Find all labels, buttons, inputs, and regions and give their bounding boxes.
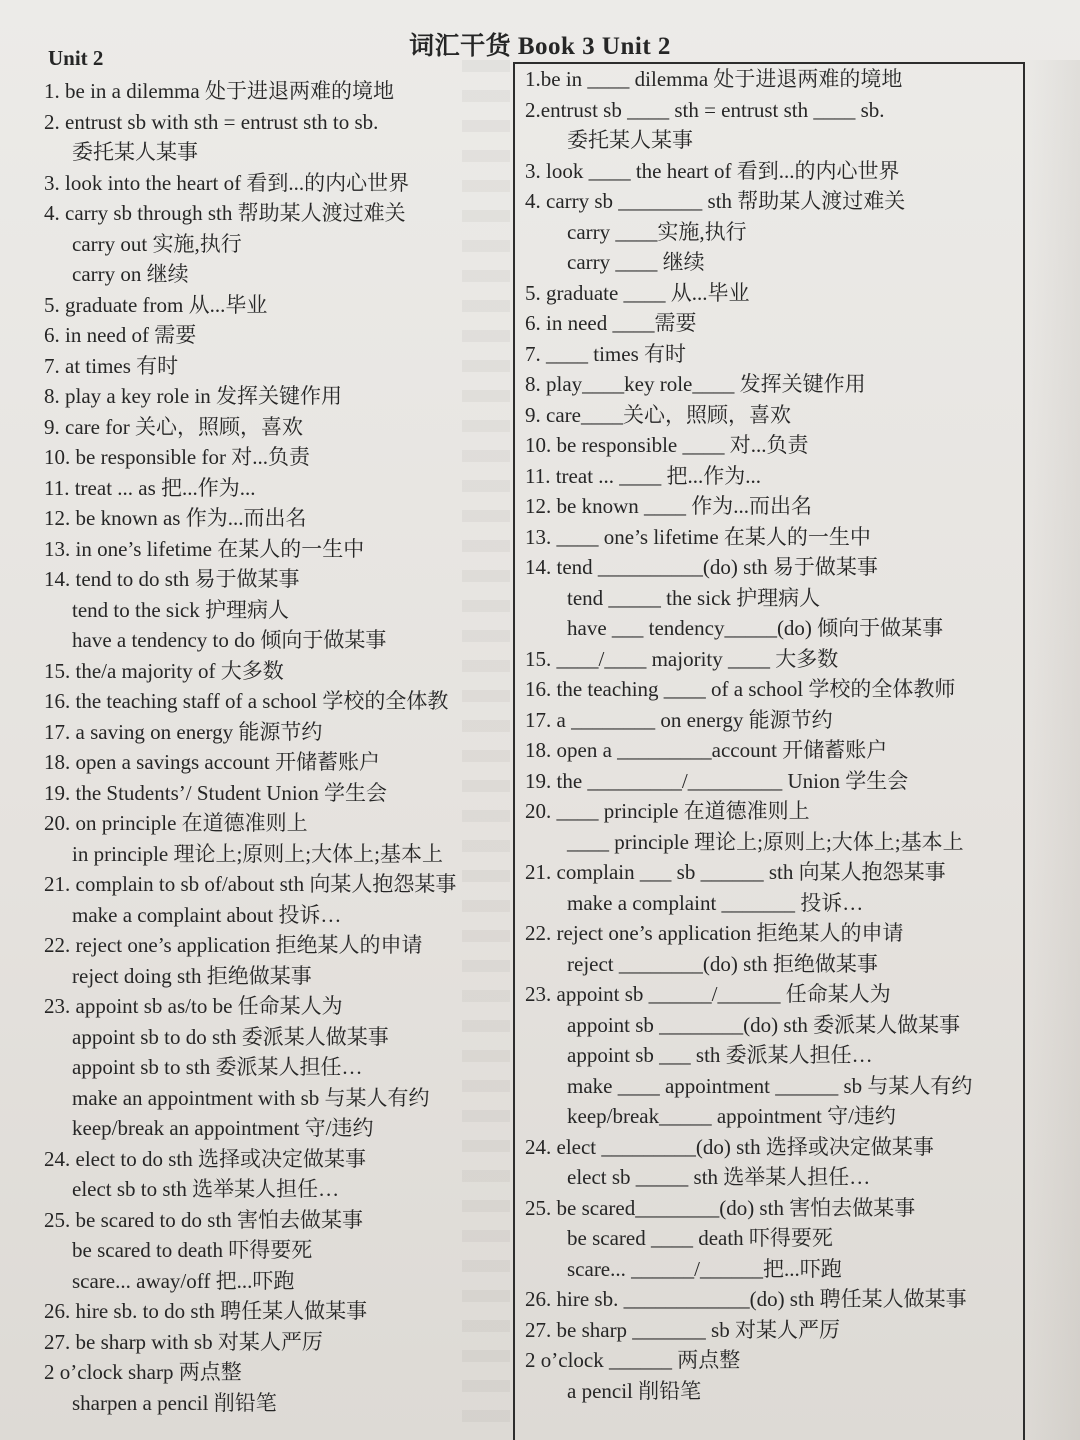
fill-in-entry: 16. the teaching ____ of a school 学校的全体教师 xyxy=(525,677,956,701)
vocab-entry: 委托某人某事 xyxy=(72,140,198,164)
fill-in-entry: reject ________(do) sth 拒绝做某事 xyxy=(567,951,878,976)
vocab-entry: make a complaint about 投诉… xyxy=(72,902,342,927)
vocab-entry: 27. be sharp with sb 对某人严厉 xyxy=(44,1329,323,1354)
vocab-entry: have a tendency to do 倾向于做某事 xyxy=(72,628,387,652)
vocab-entry: 11. treat ... as 把...作为... xyxy=(44,475,256,500)
fill-in-entry: 13. ____ one’s lifetime 在某人的一生中 xyxy=(525,524,871,549)
vocab-entry: sharpen a pencil 削铅笔 xyxy=(72,1390,277,1415)
vocab-entry: 15. the/a majority of 大多数 xyxy=(44,658,284,683)
fill-in-entry: 15. ____/____ majority ____ 大多数 xyxy=(525,646,839,671)
vocab-entry: 3. look into the heart of 看到...的内心世界 xyxy=(44,170,410,195)
unit-heading: Unit 2 xyxy=(48,46,104,70)
vocab-entry: 23. appoint sb as/to be 任命某人为 xyxy=(44,994,343,1018)
vocab-entry: 24. elect to do sth 选择或决定做某事 xyxy=(44,1146,366,1171)
vocab-entry: 18. open a savings account 开储蓄账户 xyxy=(44,750,380,774)
page-title: 词汇干货 Book 3 Unit 2 xyxy=(409,33,671,60)
fill-in-entry: 27. be sharp _______ sb 对某人严厉 xyxy=(525,1317,840,1342)
fill-in-entry: scare... ______/______把...吓跑 xyxy=(567,1256,842,1281)
fill-in-entry: make ____ appointment ______ sb 与某人有约 xyxy=(567,1073,973,1098)
fill-in-entry: 委托某人某事 xyxy=(567,128,693,152)
vocab-entry: 10. be responsible for 对...负责 xyxy=(44,445,310,469)
vocab-entry: 12. be known as 作为...而出名 xyxy=(44,506,307,530)
vocab-entry: keep/break an appointment 守/违约 xyxy=(72,1116,374,1140)
vocab-entry: tend to the sick 护理病人 xyxy=(72,597,289,622)
fill-in-entry: appoint sb ________(do) sth 委派某人做某事 xyxy=(567,1012,961,1037)
vocab-entry: 9. care for 关心，照顾，喜欢 xyxy=(44,414,303,439)
fill-in-entry: 6. in need ____需要 xyxy=(525,311,697,335)
fill-in-entry: 1.be in ____ dilemma 处于进退两难的境地 xyxy=(525,67,903,91)
fill-in-entry: 3. look ____ the heart of 看到...的内心世界 xyxy=(525,158,900,183)
fill-in-entry: 18. open a _________account 开储蓄账户 xyxy=(525,738,888,762)
fill-in-entry: elect sb _____ sth 选举某人担任… xyxy=(567,1165,871,1189)
vocab-entry: appoint sb to sth 委派某人担任… xyxy=(72,1055,363,1079)
fill-in-entry: ____ principle 理论上;原则上;大体上;基本上 xyxy=(567,829,964,854)
fill-in-entry: tend _____ the sick 护理病人 xyxy=(567,585,821,610)
fill-in-entry: 26. hire sb. ____________(do) sth 聘任某人做某事 xyxy=(525,1287,967,1311)
fill-in-entry: appoint sb ___ sth 委派某人担任… xyxy=(567,1043,873,1067)
fill-in-entry: 2 o’clock ______ 两点整 xyxy=(525,1348,741,1372)
fill-in-entry: 8. play____key role____ 发挥关键作用 xyxy=(525,372,866,396)
fill-in-entry: 21. complain ___ sb ______ sth 向某人抱怨某事 xyxy=(525,860,946,884)
answer-column xyxy=(0,76,512,1418)
vocab-entry: 19. the Students’/ Student Union 学生会 xyxy=(44,780,387,805)
vocab-entry: 21. complain to sb of/about sth 向某人抱怨某事 xyxy=(44,872,457,896)
fill-in-entry: 14. tend __________(do) sth 易于做某事 xyxy=(525,555,878,579)
vocab-entry: carry out 实施,执行 xyxy=(72,231,242,256)
page-edge-shadow xyxy=(1022,60,1080,1440)
vocab-entry: 2 o’clock sharp 两点整 xyxy=(44,1360,242,1384)
vocab-entry: 20. on principle 在道德准则上 xyxy=(44,811,308,835)
fill-in-entry: carry ____ 继续 xyxy=(567,250,705,274)
fill-in-entry: 22. reject one’s application 拒绝某人的申请 xyxy=(525,921,904,945)
vocab-entry: 5. graduate from 从...毕业 xyxy=(44,292,268,317)
fill-in-entry: 4. carry sb ________ sth 帮助某人渡过难关 xyxy=(525,189,906,213)
vocab-entry: 1. be in a dilemma 处于进退两难的境地 xyxy=(44,79,394,103)
vocab-entry: 7. at times 有时 xyxy=(44,353,179,378)
fill-in-entry: 5. graduate ____ 从...毕业 xyxy=(525,280,750,305)
fill-in-entry: 11. treat ... ____ 把...作为... xyxy=(525,463,762,488)
vocab-entry: 8. play a key role in 发挥关键作用 xyxy=(44,384,343,408)
fill-in-entry: 9. care____关心，照顾，喜欢 xyxy=(525,402,791,427)
vocab-entry: 16. the teaching staff of a school 学校的全体教 xyxy=(44,689,449,713)
vocab-entry: 22. reject one’s application 拒绝某人的申请 xyxy=(44,933,423,957)
vocab-entry: scare... away/off 把...吓跑 xyxy=(72,1268,295,1293)
vocab-entry: carry on 继续 xyxy=(72,262,189,286)
fill-in-entry: 20. ____ principle 在道德准则上 xyxy=(525,799,810,823)
fill-in-entry: have ___ tendency_____(do) 倾向于做某事 xyxy=(567,616,944,640)
fill-in-entry: carry ____实施,执行 xyxy=(567,219,747,244)
fill-in-entry: 7. ____ times 有时 xyxy=(525,341,686,366)
vocab-entry: be scared to death 吓得要死 xyxy=(72,1238,313,1262)
vocab-entry: 4. carry sb through sth 帮助某人渡过难关 xyxy=(44,201,406,225)
vocab-entry: in principle 理论上;原则上;大体上;基本上 xyxy=(72,841,443,866)
vocab-entry: 2. entrust sb with sth = entrust sth to sb. xyxy=(44,109,379,134)
vocab-entry: 14. tend to do sth 易于做某事 xyxy=(44,567,300,591)
fill-in-column xyxy=(513,62,1025,1440)
vocab-entry: make an appointment with sb 与某人有约 xyxy=(72,1085,430,1110)
vocab-entry: 25. be scared to do sth 害怕去做某事 xyxy=(44,1207,364,1232)
vocab-entry: 6. in need of 需要 xyxy=(44,323,197,347)
fill-in-entry: 17. a ________ on energy 能源节约 xyxy=(525,707,833,732)
fill-in-entry: keep/break_____ appointment 守/违约 xyxy=(567,1104,896,1128)
vocab-entry: 17. a saving on energy 能源节约 xyxy=(44,719,323,744)
fill-in-entry: 24. elect _________(do) sth 选择或决定做某事 xyxy=(525,1134,934,1159)
fill-in-entry: make a complaint _______ 投诉… xyxy=(567,890,864,915)
vocab-entry: reject doing sth 拒绝做某事 xyxy=(72,963,312,988)
fill-in-entry: 25. be scared________(do) sth 害怕去做某事 xyxy=(525,1195,916,1220)
fill-in-entry: 23. appoint sb ______/______ 任命某人为 xyxy=(525,982,891,1006)
fill-in-entry: a pencil 削铅笔 xyxy=(567,1378,702,1403)
vocab-entry: elect sb to sth 选举某人担任… xyxy=(72,1177,340,1201)
vocab-entry: 13. in one’s lifetime 在某人的一生中 xyxy=(44,536,365,561)
fill-in-entry: be scared ____ death 吓得要死 xyxy=(567,1226,833,1250)
fill-in-entry: 2.entrust sb ____ sth = entrust sth ____ sb. xyxy=(525,97,885,122)
vocab-entry: 26. hire sb. to do sth 聘任某人做某事 xyxy=(44,1299,368,1323)
vocab-entry: appoint sb to do sth 委派某人做某事 xyxy=(72,1024,389,1049)
fill-in-entry: 10. be responsible ____ 对...负责 xyxy=(525,433,809,457)
fill-in-entry: 12. be known ____ 作为...而出名 xyxy=(525,494,812,518)
fill-in-entry: 19. the _________/_________ Union 学生会 xyxy=(525,768,909,793)
